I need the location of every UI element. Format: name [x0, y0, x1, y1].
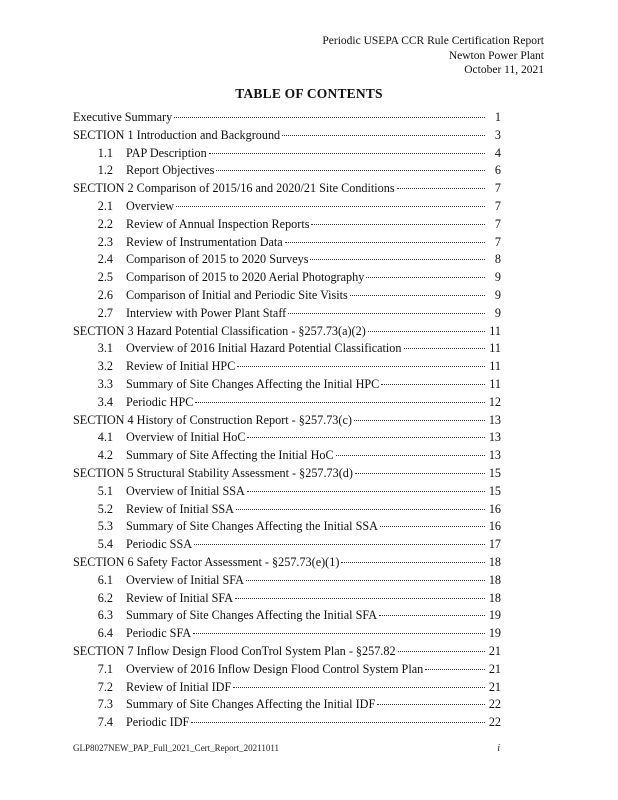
toc-entry-page: 4 [494, 145, 501, 160]
toc-entry-title: Review of Initial SSA [126, 501, 234, 516]
toc-entry-number: 7.4 [97, 715, 113, 730]
toc-entry-number: 5.1 [97, 483, 113, 498]
toc-entry-page: 7 [494, 234, 501, 249]
dot-leader [247, 436, 485, 438]
footer-filename: GLP8027NEW_PAP_Full_2021_Cert_Report_20211011 [73, 743, 280, 753]
toc-entry-page: 22 [488, 697, 501, 712]
dot-leader [354, 419, 485, 421]
toc-entry-title: Review of Initial SFA [126, 590, 234, 605]
footer-page-number: i [497, 743, 500, 754]
dot-leader [368, 330, 485, 332]
toc-entry-title: Review of Initial IDF [126, 679, 232, 694]
header-plant-name: Newton Power Plant [448, 49, 544, 62]
toc-entry-title: Review of Annual Inspection Reports [126, 216, 310, 231]
toc-entry-title: Overview of Initial SSA [126, 483, 245, 498]
toc-entry-number: 2.4 [97, 252, 113, 267]
toc-entry-page: 12 [488, 394, 501, 409]
toc-entry-page: 19 [488, 626, 501, 641]
dot-leader [216, 169, 485, 171]
toc-entry-number: 7.2 [97, 679, 113, 694]
toc-entry-page: 11 [489, 376, 501, 391]
toc-entry-title: Review of Instrumentation Data [126, 234, 283, 249]
toc-entry-number: 6.3 [97, 608, 113, 623]
toc-entry-page: 9 [494, 270, 501, 285]
toc-entry-title: SECTION 3 Hazard Potential Classification - §257.73(a)(2) [73, 323, 366, 338]
toc-entry-page: 8 [494, 252, 501, 267]
toc-entry-number: 6.4 [97, 626, 113, 641]
dot-leader [176, 205, 485, 207]
toc-entry-title: Overview of 2016 Initial Hazard Potential Classification [126, 341, 402, 356]
dot-leader [209, 152, 485, 154]
dot-leader [381, 383, 485, 385]
toc-subsection-entry[interactable] [73, 199, 501, 217]
dot-leader [288, 312, 485, 314]
toc-entry-number: 6.1 [97, 572, 113, 587]
dot-leader [191, 721, 485, 723]
toc-subsection-entry[interactable] [73, 270, 501, 288]
toc-subsection-entry[interactable] [73, 662, 501, 680]
toc-subsection-entry[interactable] [73, 591, 501, 609]
toc-section-entry[interactable] [73, 555, 501, 573]
toc-subsection-entry[interactable] [73, 341, 501, 359]
toc-entry-title: SECTION 4 History of Construction Report - §257.73(c) [73, 412, 352, 427]
toc-entry-title: Overview [126, 198, 175, 213]
toc-entry-number: 6.2 [97, 590, 113, 605]
dot-leader [355, 472, 485, 474]
toc-section-entry[interactable] [73, 413, 501, 431]
toc-subsection-entry[interactable] [73, 626, 501, 644]
toc-entry-page: 11 [489, 341, 501, 356]
toc-entry-number: 2.1 [97, 198, 113, 213]
toc-entry-page: 7 [494, 216, 501, 231]
toc-entry-page: 21 [488, 661, 501, 676]
toc-subsection-entry[interactable] [73, 163, 501, 181]
dot-leader [425, 668, 485, 670]
toc-entry-title: PAP Description [126, 145, 207, 160]
toc-entry-number: 2.3 [97, 234, 113, 249]
toc-entry-number: 3.4 [97, 394, 113, 409]
toc-subsection-entry[interactable] [73, 715, 501, 733]
toc-entry-number: 2.2 [97, 216, 113, 231]
toc-entry-title: Periodic IDF [126, 715, 190, 730]
toc-section-entry[interactable] [73, 324, 501, 342]
toc-entry-page: 13 [488, 448, 501, 463]
toc-entry-page: 3 [494, 127, 501, 142]
dot-leader [379, 614, 485, 616]
toc-subsection-entry[interactable] [73, 359, 501, 377]
toc-subsection-entry[interactable] [73, 448, 501, 466]
toc-subsection-entry[interactable] [73, 519, 501, 537]
toc-entry-number: 4.2 [97, 448, 113, 463]
toc-subsection-entry[interactable] [73, 217, 501, 235]
table-of-contents [73, 110, 501, 733]
toc-entry-title: Comparison of Initial and Periodic Site Visits [126, 287, 348, 302]
toc-entry-page: 1 [494, 110, 501, 124]
toc-entry-page: 11 [489, 323, 501, 338]
dot-leader [247, 490, 485, 492]
toc-entry-page: 13 [488, 412, 501, 427]
toc-entry-number: 3.3 [97, 376, 113, 391]
toc-entry-title: Periodic SFA [126, 626, 192, 641]
toc-entry-number: 1.1 [97, 145, 113, 160]
toc-entry-page: 18 [488, 554, 501, 569]
toc-entry-title: SECTION 5 Structural Stability Assessment - §257.73(d) [73, 465, 353, 480]
toc-subsection-entry[interactable] [73, 235, 501, 253]
toc-entry-page: 21 [488, 643, 501, 658]
toc-entry-title: Overview of Initial HoC [126, 430, 246, 445]
toc-subsection-entry[interactable] [73, 608, 501, 626]
toc-entry-title: Comparison of 2015 to 2020 Aerial Photography [126, 270, 365, 285]
dot-leader [366, 276, 485, 278]
toc-entry-title: Executive Summary [73, 110, 173, 124]
toc-entry-title: SECTION 1 Introduction and Background [73, 127, 281, 142]
dot-leader [236, 508, 485, 510]
toc-entry-number: 7.1 [97, 661, 113, 676]
toc-entry-page: 15 [488, 465, 501, 480]
dot-leader [310, 258, 485, 260]
toc-subsection-entry[interactable] [73, 697, 501, 715]
toc-entry-title: Review of Initial HPC [126, 359, 236, 374]
dot-leader [341, 561, 485, 563]
toc-entry-page: 19 [488, 608, 501, 623]
toc-section-entry[interactable] [73, 128, 501, 146]
toc-entry-number: 5.3 [97, 519, 113, 534]
toc-entry-title: Overview of Initial SFA [126, 572, 244, 587]
toc-subsection-entry[interactable] [73, 377, 501, 395]
toc-entry-page: 17 [488, 537, 501, 552]
dot-leader [195, 401, 485, 403]
toc-entry-number: 7.3 [97, 697, 113, 712]
dot-leader [194, 543, 485, 545]
toc-section-entry[interactable] [73, 466, 501, 484]
toc-entry-page: 15 [488, 483, 501, 498]
toc-entry-page: 9 [494, 305, 501, 320]
toc-subsection-entry[interactable] [73, 573, 501, 591]
dot-leader [397, 187, 485, 189]
toc-entry-title: SECTION 6 Safety Factor Assessment - §257.73(e)(1) [73, 554, 340, 569]
dot-leader [311, 223, 485, 225]
toc-subsection-entry[interactable] [73, 502, 501, 520]
toc-subsection-entry[interactable] [73, 680, 501, 698]
toc-entry-number: 3.1 [97, 341, 113, 356]
toc-entry-number: 2.6 [97, 287, 113, 302]
toc-entry-page: 21 [488, 679, 501, 694]
dot-leader [377, 703, 485, 705]
dot-leader [336, 454, 485, 456]
toc-subsection-entry[interactable] [73, 306, 501, 324]
toc-entry-page: 7 [494, 198, 501, 213]
toc-section-entry[interactable] [73, 110, 501, 128]
toc-entry-page: 18 [488, 572, 501, 587]
dot-leader [380, 525, 485, 527]
dot-leader [237, 365, 485, 367]
toc-entry-page: 13 [488, 430, 501, 445]
toc-entry-page: 18 [488, 590, 501, 605]
toc-entry-title: Periodic HPC [126, 394, 194, 409]
toc-entry-title: Summary of Site Changes Affecting the Initial HPC [126, 376, 380, 391]
toc-subsection-entry[interactable] [73, 146, 501, 164]
dot-leader [235, 597, 485, 599]
toc-subsection-entry[interactable] [73, 252, 501, 270]
dot-leader [404, 347, 486, 349]
toc-subsection-entry[interactable] [73, 537, 501, 555]
dot-leader [174, 116, 485, 118]
toc-entry-page: 16 [488, 519, 501, 534]
toc-entry-number: 3.2 [97, 359, 113, 374]
toc-entry-title: Comparison of 2015 to 2020 Surveys [126, 252, 309, 267]
page-title: TABLE OF CONTENTS [235, 86, 383, 101]
report-header [322, 34, 544, 78]
toc-entry-page: 6 [494, 163, 501, 178]
toc-entry-title: Interview with Power Plant Staff [126, 305, 287, 320]
toc-section-entry[interactable] [73, 181, 501, 199]
toc-entry-title: Summary of Site Affecting the Initial HoC [126, 448, 334, 463]
toc-entry-page: 9 [494, 287, 501, 302]
dot-leader [350, 294, 485, 296]
toc-entry-title: SECTION 2 Comparison of 2015/16 and 2020/21 Site Conditions [73, 181, 395, 196]
toc-entry-page: 11 [489, 359, 501, 374]
page-footer [73, 743, 500, 754]
toc-subsection-entry[interactable] [73, 288, 501, 306]
toc-entry-title: Periodic SSA [126, 537, 193, 552]
toc-entry-title: Summary of Site Changes Affecting the Initial IDF [126, 697, 376, 712]
header-date: October 11, 2021 [464, 64, 544, 76]
toc-entry-number: 5.2 [97, 501, 113, 516]
toc-entry-title: SECTION 7 Inflow Design Flood ConTrol System Plan - §257.82 [73, 643, 396, 658]
dot-leader [398, 650, 485, 652]
toc-subsection-entry[interactable] [73, 484, 501, 502]
dot-leader [193, 632, 485, 634]
toc-entry-title: Overview of 2016 Inflow Design Flood Control System Plan [126, 661, 424, 676]
toc-entry-page: 22 [488, 715, 501, 730]
toc-subsection-entry[interactable] [73, 395, 501, 413]
toc-section-entry[interactable] [73, 644, 501, 662]
dot-leader [233, 686, 485, 688]
toc-subsection-entry[interactable] [73, 430, 501, 448]
header-report-title: Periodic USEPA CCR Rule Certification Report [322, 35, 544, 47]
toc-entry-page: 16 [488, 501, 501, 516]
dot-leader [285, 241, 485, 243]
toc-entry-page: 7 [494, 181, 501, 196]
dot-leader [282, 134, 485, 136]
toc-entry-number: 2.5 [97, 270, 113, 285]
toc-entry-title: Report Objectives [126, 163, 215, 178]
toc-entry-number: 5.4 [97, 537, 113, 552]
toc-entry-title: Summary of Site Changes Affecting the Initial SSA [126, 519, 378, 534]
toc-entry-number: 1.2 [97, 163, 113, 178]
toc-entry-number: 4.1 [97, 430, 113, 445]
toc-entry-title: Summary of Site Changes Affecting the Initial SFA [126, 608, 378, 623]
dot-leader [246, 579, 485, 581]
toc-entry-number: 2.7 [97, 305, 113, 320]
